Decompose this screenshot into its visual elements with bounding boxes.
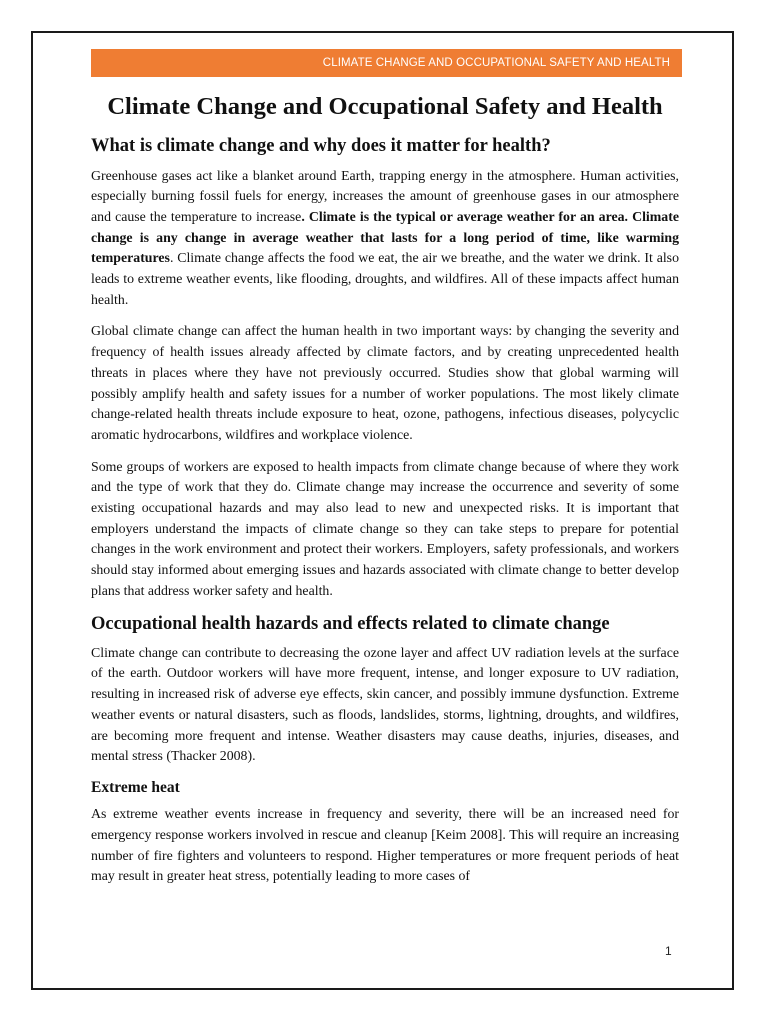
page-number: 1 [665,944,672,958]
subsection-heading-extreme-heat: Extreme heat [91,778,180,796]
paragraph-ozone-uv: Climate change can contribute to decreasing the ozone layer and affect UV radiation levels at the surface of the earth. Outdoor workers will have more frequent, intense, and longer exposure to UV radiation, resulting in increased risk of adverse eye effects, skin cancer, and possibly immune dysfunction. Extreme weather events or natural disasters, such as floods, landslides, storms, lightning, droughts, and wildfires, are becoming more frequent and intense. Weather disasters may cause deaths, injuries, diseases, and mental stress (Thacker 2008). [91,644,679,764]
document-body [91,92,679,898]
paragraph-text: Greenhouse gases act like a blanket around Earth, trapping energy in the atmosphere. Human activities, especially burning fossil fuels for energy, increases the amount of greenhouse gases in our atmosphere and cause the temperature to increase [91,167,679,224]
section-heading-occupational-hazards: Occupational health hazards and effects related to climate change [91,613,610,634]
paragraph-bold-definition: . Climate is the typical or average weather for an area. Climate change is any change in average weather that lasts for a long period of time, like warming temperatures [91,208,679,266]
running-header [91,49,682,77]
paragraph-text: . Climate change affects the food we eat, the air we breathe, and the water we drink. It also leads to extreme weather events, like flooding, droughts, and wildfires. All of these impacts affect human health. [91,250,679,307]
paragraph-global-climate-change: Global climate change can affect the human health in two important ways: by changing the severity and frequency of health issues already affected by climate factors, and by creating unprecedented health threats in places where they have not previously occurred. Studies show that global warming will possibly amplify health and safety issues for a number of worker populations. The most likely climate change-related health threats include exposure to heat, ozone, pathogens, infectious diseases, polycyclic aromatic hydrocarbons, wildfires and workplace violence. [91,323,679,442]
paragraph-worker-groups: Some groups of workers are exposed to health impacts from climate change because of where they work and the type of work that they do. Climate change may increase the occurrence and severity of some existing occupational hazards and may also lead to new and unexpected risks. It is important that employers understand the impacts of climate change so they can take steps to prepare for potential changes in the work environment and protect their workers. Employers, safety professionals, and workers should stay informed about emerging issues and hazards associated with climate change to better develop plans that address worker safety and health. [91,458,679,598]
running-header-text: CLIMATE CHANGE AND OCCUPATIONAL SAFETY AND HEALTH [322,57,670,69]
document-title: Climate Change and Occupational Safety and Health [107,93,663,120]
paragraph-extreme-heat: As extreme weather events increase in frequency and severity, there will be an increased need for emergency response workers involved in rescue and cleanup [Keim 2008]. This will require an increasing number of fire fighters and volunteers to respond. Higher temperatures or more frequent periods of heat may result in greater heat stress, potentially leading to more cases of [91,806,679,884]
paragraph-greenhouse-gases [91,166,679,311]
section-heading-climate-change-health: What is climate change and why does it matter for health? [91,136,551,157]
